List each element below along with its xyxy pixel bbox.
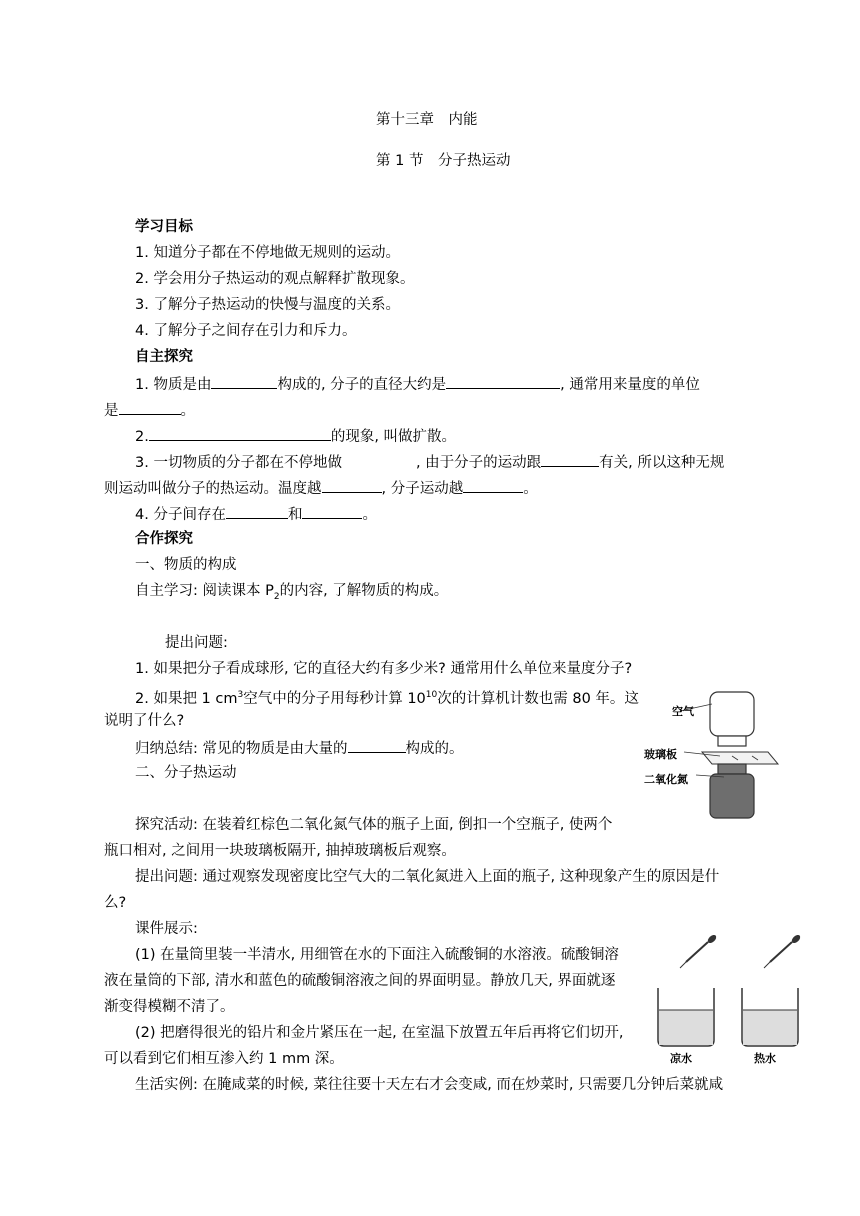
answer-blank[interactable] bbox=[446, 373, 560, 389]
objective-item: 2. 学会用分子热运动的观点解释扩散现象。 bbox=[135, 271, 415, 287]
raise-question-label: 提出问题: bbox=[165, 635, 228, 651]
activity-line-2: 瓶口相对, 之间用一块玻璃板隔开, 抽掉玻璃板后观察。 bbox=[104, 843, 456, 859]
question-3-line-1: 3. 一切物质的分子都在不停地做 , 由于分子的运动跟 有关, 所以这种无规 bbox=[135, 451, 724, 473]
courseware-1-line-2: 液在量筒的下部, 清水和蓝色的硫酸铜溶液之间的界面明显。静放几天, 界面就逐 bbox=[104, 973, 616, 989]
part-1-title: 一、物质的构成 bbox=[135, 557, 237, 573]
objective-item: 1. 知道分子都在不停地做无规则的运动。 bbox=[135, 245, 400, 261]
courseware-label: 课件展示: bbox=[135, 921, 198, 937]
activity-line-1: 探究活动: 在装着红棕色二氧化氮气体的瓶子上面, 倒扣一个空瓶子, 使两个 bbox=[135, 817, 613, 833]
summary: 归纳总结: 常见的物质是由大量的 构成的。 bbox=[135, 737, 464, 759]
question-3-line-2: 则运动叫做分子的热运动。温度越 , 分子运动越 。 bbox=[104, 477, 538, 499]
question-2: 2. 的现象, 叫做扩散。 bbox=[135, 425, 456, 447]
courseware-1-line-1: (1) 在量筒里装一半清水, 用细管在水的下面注入硫酸铜的水溶液。硫酸铜溶 bbox=[135, 947, 619, 963]
bottle-diffusion-figure bbox=[640, 682, 790, 822]
courseware-1-line-3: 渐变得模糊不清了。 bbox=[104, 999, 235, 1015]
label-cold-water: 凉水 bbox=[670, 1052, 692, 1065]
answer-blank[interactable] bbox=[541, 451, 599, 467]
answer-blank[interactable] bbox=[302, 503, 362, 519]
part-1-question-2-line-2: 说明了什么? bbox=[104, 713, 185, 729]
courseware-2-line-2: 可以看到它们相互渗入约 1 mm 深。 bbox=[104, 1051, 344, 1067]
question-line-2: 么? bbox=[104, 895, 127, 911]
answer-blank[interactable] bbox=[211, 373, 277, 389]
objective-item: 4. 了解分子之间存在引力和斥力。 bbox=[135, 323, 357, 339]
answer-blank[interactable] bbox=[463, 477, 523, 493]
answer-blank[interactable] bbox=[322, 477, 382, 493]
label-glass-plate: 玻璃板 bbox=[644, 748, 677, 761]
question-1-line-1: 1. 物质是由 构成的, 分子的直径大约是 , 通常用来量度的单位 bbox=[135, 373, 700, 395]
answer-blank[interactable] bbox=[149, 425, 331, 441]
life-example: 生活实例: 在腌咸菜的时候, 菜往往要十天左右才会变咸, 而在炒菜时, 只需要几分钟后菜就咸 bbox=[135, 1077, 724, 1093]
objective-item: 3. 了解分子热运动的快慢与温度的关系。 bbox=[135, 297, 400, 313]
question-line-1: 提出问题: 通过观察发现密度比空气大的二氧化氮进入上面的瓶子, 这种现象产生的原因是什 bbox=[135, 869, 720, 885]
objectives-heading: 学习目标 bbox=[135, 219, 193, 235]
answer-blank[interactable] bbox=[342, 452, 416, 467]
question-1-line-2: 是 。 bbox=[104, 399, 195, 421]
part-1-reading: 自主学习: 阅读课本 $P_2$的内容, 了解物质的构成。 bbox=[135, 583, 449, 602]
answer-blank[interactable] bbox=[226, 503, 288, 519]
label-no2: 二氧化氮 bbox=[644, 773, 688, 786]
cooperative-heading: 合作探究 bbox=[135, 531, 193, 547]
courseware-2-line-1: (2) 把磨得很光的铅片和金片紧压在一起, 在室温下放置五年后再将它们切开, bbox=[135, 1025, 624, 1041]
label-hot-water: 热水 bbox=[754, 1052, 776, 1065]
part-1-question-2-line-1: 2. 如果把 1 $cm^3$空气中的分子用每秒计算 $10^{10}$次的计算机计数也需 80 年。这 bbox=[135, 690, 639, 707]
beaker-figure bbox=[650, 932, 820, 1072]
question-4: 4. 分子间存在 和 。 bbox=[135, 503, 377, 525]
self-study-heading: 自主探究 bbox=[135, 349, 193, 365]
part-1-question-1: 1. 如果把分子看成球形, 它的直径大约有多少米? 通常用什么单位来量度分子? bbox=[135, 661, 633, 677]
answer-blank[interactable] bbox=[348, 737, 406, 753]
part-2-title: 二、分子热运动 bbox=[135, 765, 237, 781]
label-air: 空气 bbox=[672, 705, 694, 718]
answer-blank[interactable] bbox=[119, 399, 181, 415]
chapter-title: 第十三章 内能 bbox=[376, 112, 478, 128]
section-title: 第 1 节 分子热运动 bbox=[376, 153, 511, 169]
